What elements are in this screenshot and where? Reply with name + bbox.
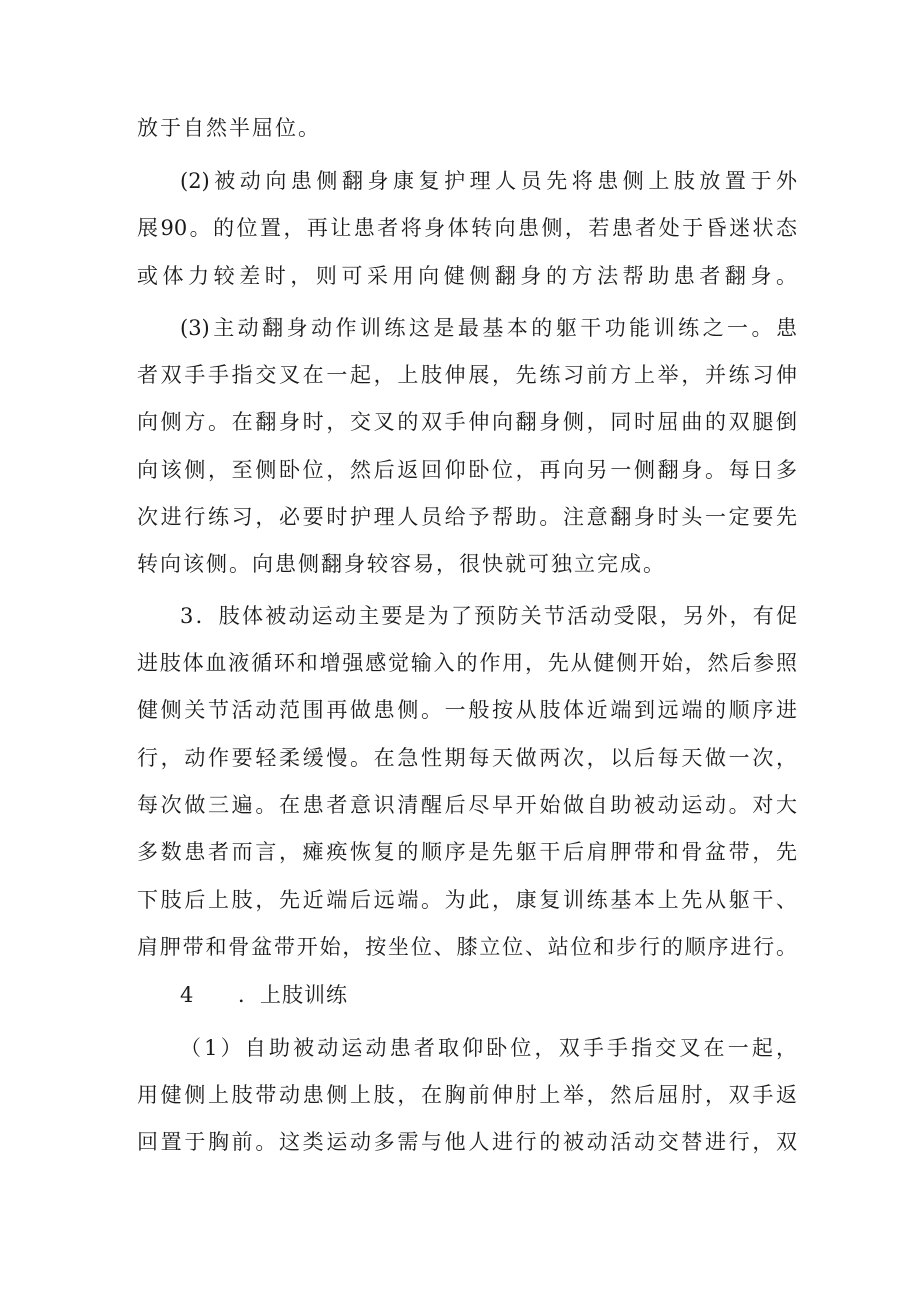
text-line-2: (2)被动向患侧翻身康复护理人员先将患侧上肢放置于外 <box>180 169 797 193</box>
text-line-9: 次进行练习，必要时护理人员给予帮助。注意翻身时头一定要先 <box>137 505 797 529</box>
text-line-5: (3)主动翻身动作训练这是最基本的躯干功能训练之一。患 <box>180 316 797 340</box>
text-line-21: 回置于胸前。这类运动多需与他人进行的被动活动交替进行，双 <box>137 1130 797 1154</box>
text-line-6: 者双手手指交叉在一起，上肢伸展，先练习前方上举，并练习伸 <box>137 363 797 387</box>
text-line-12: 进肢体血液循环和增强感觉输入的作用，先从健侧开始，然后参照 <box>137 651 797 675</box>
text-line-1: 放于自然半屈位。 <box>137 116 321 140</box>
text-line-19: （1）自助被动运动患者取仰卧位，双手手指交叉在一起， <box>180 1036 797 1060</box>
section-title: ．上肢训练 <box>238 983 348 1007</box>
text-line-15: 每次做三遍。在患者意识清醒后尽早开始做自助被动运动。对大 <box>137 793 797 817</box>
text-line-14: 行，动作要轻柔缓慢。在急性期每天做两次，以后每天做一次， <box>137 746 797 770</box>
text-line-18: 肩胛带和骨盆带开始，按坐位、膝立位、站位和步行的顺序进行。 <box>137 935 797 959</box>
section-number: 4 <box>180 983 195 1007</box>
text-line-16: 多数患者而言，瘫痪恢复的顺序是先躯干后肩胛带和骨盆带，先 <box>137 840 797 864</box>
text-line-3: 展90。的位置，再让患者将身体转向患侧，若患者处于昏迷状态 <box>137 216 797 240</box>
text-line-7: 向侧方。在翻身时，交叉的双手伸向翻身侧，同时屈曲的双腿倒 <box>137 410 797 434</box>
text-line-11: 3．肢体被动运动主要是为了预防关节活动受限，另外，有促 <box>180 604 797 628</box>
text-line-20: 用健侧上肢带动患侧上肢，在胸前伸肘上举，然后屈肘，双手返 <box>137 1083 797 1107</box>
text-line-13: 健侧关节活动范围再做患侧。一般按从肢体近端到远端的顺序进 <box>137 698 797 722</box>
text-line-10: 转向该侧。向患侧翻身较容易，很快就可独立完成。 <box>137 552 666 576</box>
section-heading <box>180 975 840 1015</box>
text-line-4: 或体力较差时，则可采用向健侧翻身的方法帮助患者翻身。 <box>137 264 797 288</box>
text-line-8: 向该侧，至侧卧位，然后返回仰卧位，再向另一侧翻身。每日多 <box>137 458 797 482</box>
text-line-17: 下肢后上肢，先近端后远端。为此，康复训练基本上先从躯干、 <box>137 888 797 912</box>
